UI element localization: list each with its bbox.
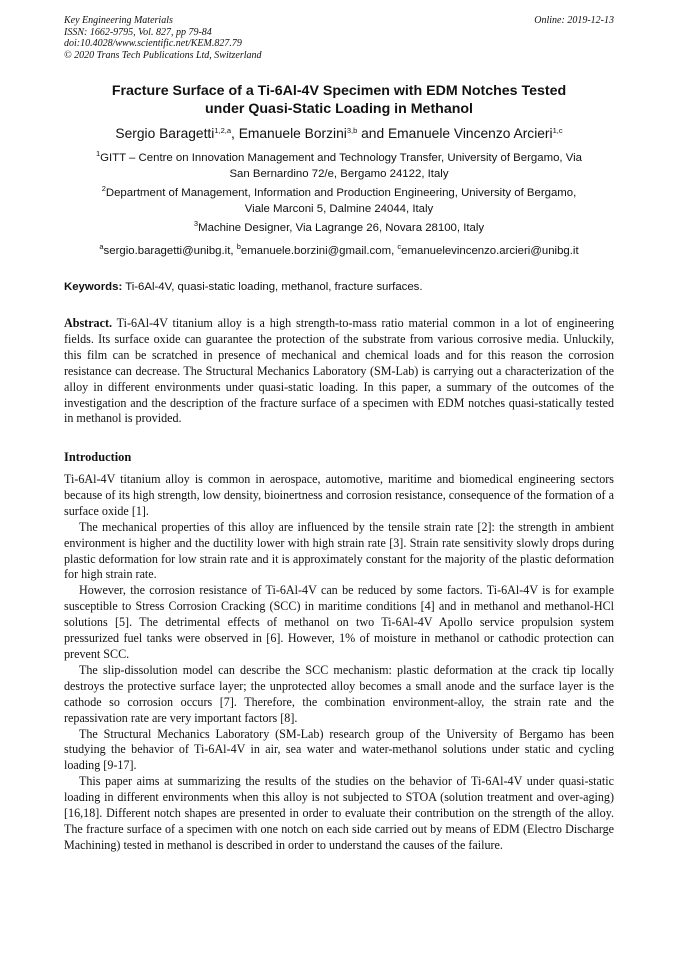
affiliation-1 bbox=[64, 150, 614, 182]
keywords-label: Keywords: bbox=[64, 281, 123, 293]
author-name: Emanuele Vincenzo Arcieri bbox=[387, 126, 553, 141]
email-list bbox=[64, 243, 614, 259]
email-link[interactable]: emanuele.borzini@gmail.com, bbox=[240, 245, 398, 257]
affiliation-mark: 3 bbox=[193, 219, 199, 228]
affiliation-text: Machine Designer, Via Lagrange 26, Novara 28100, Italy bbox=[198, 222, 485, 234]
author-name: Sergio Baragetti bbox=[115, 126, 215, 141]
title-line-1: Fracture Surface of a Ti-6Al-4V Specimen with EDM Notches Tested bbox=[111, 83, 567, 99]
paragraph: Ti-6Al-4V titanium alloy is common in aerospace, automotive, maritime and biomedical engineering sectors because of its high strength, low density, bioinertness and corrosion resistance, consequence of the formation of a surface oxide [1]. bbox=[64, 472, 614, 518]
affiliation-mark: 2 bbox=[101, 184, 106, 193]
affiliation-text: GITT – Centre on Innovation Management and Technology Transfer, University of Bergamo, Via bbox=[100, 152, 582, 164]
abstract bbox=[64, 316, 614, 427]
paragraph: This paper aims at summarizing the results of the studies on the behavior of Ti-6Al-4V under quasi-static loading in different environments when this alloy is not subjected to STOA (solution treatment and over-aging) [16,18]. Different notch shapes are presented in order to evaluate their contribution on the strength of the alloy. The fracture surface of a specimen with one notch on each side carried out by means of EDM (Electro Discharge Machining) tested in methanol is described in order to understand the causes of the failure. bbox=[64, 774, 614, 852]
journal-header bbox=[64, 15, 262, 61]
abstract-label: Abstract. bbox=[64, 316, 113, 330]
abstract-text: Ti-6Al-4V titanium alloy is a high strength-to-mass ratio material common in a lot of engineering fields. Its surface oxide can guarantee the protection of the substrate from various corrosive media. Unluckily, this film can be scratched in presence of mechanical and chemical loads and for this reason the corrosion resistance can decrease. The Structural Mechanics Laboratory (SM-Lab) is carrying out a characterization of the alloy in different environments under quasi-static loading. In this paper, a summary of the outcomes of the investigation and the description of the fracture surface of a specimen with EDM notches quasi-statically tested in methanol is provided. bbox=[64, 316, 614, 426]
doi: doi:10.4028/www.scientific.net/KEM.827.79 bbox=[64, 38, 242, 49]
paper-title bbox=[64, 82, 614, 118]
author-affiliation-mark: 3,b bbox=[346, 126, 358, 135]
paragraph: However, the corrosion resistance of Ti-6Al-4V can be reduced by some factors. Ti-6Al-4V is for example susceptible to Stress Corrosion Cracking (SCC) in maritime conditions [4] and in methanol and methanol-HCl solutions [5]. The detrimental effects of methanol on two Ti-6Al-4V Apollo service propulsion system pressurized fuel tanks were observed in [6]. However, 1% of moisture in methanol or cathodic protection can prevent SCC. bbox=[64, 583, 614, 661]
paragraph: The slip-dissolution model can describe the SCC mechanism: plastic deformation at the crack tip locally destroys the protective surface layer; the unprotected alloy becomes a small anode and the surface layer is the cathode so corrosion occurs [7]. Therefore, the combination environment-alloy, the strain rate and the repassivation rate are very important factors [8]. bbox=[64, 662, 614, 725]
journal-name: Key Engineering Materials bbox=[64, 15, 173, 26]
title-line-2: under Quasi-Static Loading in Methanol bbox=[205, 101, 473, 117]
email-mark: c bbox=[397, 242, 402, 251]
email-mark: b bbox=[236, 242, 241, 251]
keywords-text: Ti-6Al-4V, quasi-static loading, methanol, fracture surfaces. bbox=[122, 281, 423, 293]
affiliation-text: Viale Marconi 5, Dalmine 24044, Italy bbox=[244, 203, 434, 215]
affiliation-text: Department of Management, Information and Production Engineering, University of Bergamo, bbox=[105, 187, 577, 199]
email-link[interactable]: emanuelevincenzo.arcieri@unibg.it bbox=[401, 245, 579, 257]
section-heading-introduction: Introduction bbox=[64, 450, 132, 464]
affiliation-3 bbox=[64, 220, 614, 236]
author-affiliation-mark: 1,2,a bbox=[214, 126, 232, 135]
keywords bbox=[64, 279, 614, 295]
paragraph: The mechanical properties of this alloy are influenced by the tensile strain rate [2]: the strength in ambient environment is higher and the ductility lower with high strain rate [3]. Strain rate sensitivity slowly drops during plastic deformation for low strain rate and it is approximately constant for the majority of the plastic deformation for high strain rate. bbox=[64, 519, 614, 582]
author-list bbox=[64, 125, 614, 143]
author-affiliation-mark: 1,c bbox=[552, 126, 563, 135]
introduction-body bbox=[64, 472, 614, 854]
issn: ISSN: 1662-9795, Vol. 827, pp 79-84 bbox=[64, 26, 212, 38]
author-separator: and bbox=[357, 126, 388, 141]
author-name: Emanuele Borzini bbox=[238, 126, 347, 141]
paragraph: The Structural Mechanics Laboratory (SM-Lab) research group of the University of Bergamo has been studying the behavior of Ti-6Al-4V in air, sea water and water-methanol solutions under static and cycling loading [9-17]. bbox=[64, 726, 614, 773]
affiliation-mark: 1 bbox=[95, 149, 101, 158]
email-link[interactable]: sergio.baragetti@unibg.it, bbox=[103, 245, 237, 257]
email-mark: a bbox=[99, 242, 104, 251]
copyright: © 2020 Trans Tech Publications Ltd, Switzerland bbox=[64, 49, 262, 61]
author-separator: , bbox=[231, 126, 239, 141]
affiliation-2 bbox=[64, 185, 614, 217]
affiliation-text: San Bernardino 72/e, Bergamo 24122, Italy bbox=[229, 168, 449, 180]
online-date: Online: 2019-12-13 bbox=[534, 15, 614, 26]
